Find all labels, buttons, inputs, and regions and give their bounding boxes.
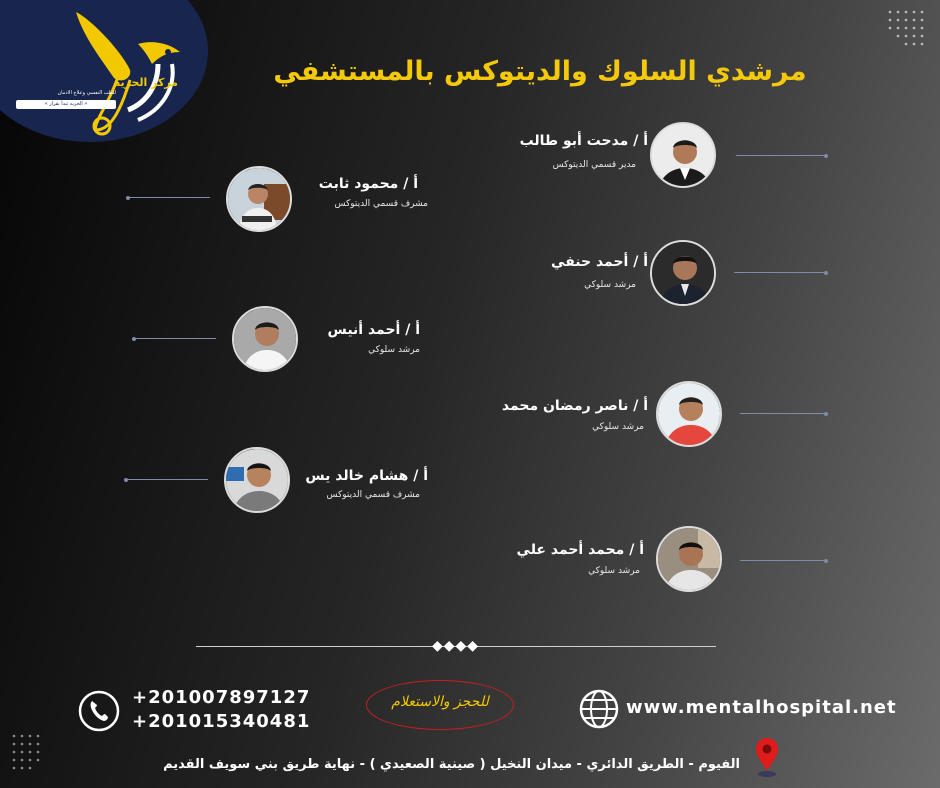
staff-role: مرشد سلوكي <box>588 566 640 576</box>
connector-line <box>126 479 208 480</box>
staff-avatar <box>656 526 722 592</box>
location-pin-icon <box>754 736 780 778</box>
page-title: مرشدي السلوك والديتوكس بالمستشفي <box>273 56 807 87</box>
person-white-shirt-photo-icon <box>234 308 298 372</box>
dot-grid-icon <box>850 6 930 56</box>
staff-role: مدير قسمي الديتوكس <box>552 160 636 170</box>
staff-avatar <box>650 122 716 188</box>
person-suit-photo-icon <box>652 242 716 306</box>
phone-number[interactable]: +201007897127 <box>132 687 311 708</box>
connector-line <box>734 272 826 273</box>
connector-line <box>134 338 216 339</box>
staff-avatar <box>224 447 290 513</box>
bird-logo-icon <box>0 0 208 142</box>
diamond-ornament-icon: ◆◆◆◆ <box>432 638 480 654</box>
staff-role: مرشد سلوكي <box>592 422 644 432</box>
website-link[interactable]: www.mentalhospital.net <box>626 697 897 718</box>
staff-avatar <box>226 166 292 232</box>
staff-avatar <box>650 240 716 306</box>
staff-role: مشرف قسمي الديتوكس <box>334 199 428 209</box>
staff-role: مرشد سلوكي <box>584 280 636 290</box>
staff-avatar <box>232 306 298 372</box>
address-text: الفيوم - الطريق الدائري - ميدان النخيل ( صينية الصعيدي ) - نهاية طريق بني سويف القديم <box>163 757 740 772</box>
connector-line <box>740 413 826 414</box>
phone-icon <box>78 690 120 732</box>
connector-line <box>128 197 210 198</box>
staff-name: أ / أحمد أنيس <box>327 322 420 338</box>
staff-name: أ / أحمد حنفي <box>551 254 648 270</box>
person-red-shirt-photo-icon <box>658 383 722 447</box>
staff-avatar <box>656 381 722 447</box>
person-suit-photo-icon <box>652 124 716 188</box>
person-grey-shirt-photo-icon <box>226 449 290 513</box>
staff-role: مرشد سلوكي <box>368 345 420 355</box>
connector-line <box>736 155 826 156</box>
staff-role: مشرف قسمي الديتوكس <box>326 490 420 500</box>
staff-name: أ / ناصر رمضان محمد <box>501 398 648 414</box>
staff-name: أ / محمد أحمد علي <box>516 542 644 558</box>
booking-label: للحجز والاستعلام <box>391 694 489 710</box>
person-outdoor-photo-icon <box>658 528 722 592</box>
person-desk-photo-icon <box>228 168 292 232</box>
staff-name: أ / هشام خالد يس <box>305 468 428 484</box>
staff-name: أ / محمود ثابت <box>318 176 418 192</box>
phone-number[interactable]: +201015340481 <box>132 711 311 732</box>
logo-tagline: « الحريه تبدأ بقرار » <box>16 100 116 109</box>
globe-icon <box>578 688 620 730</box>
logo <box>0 0 208 142</box>
logo-subtitle: للطب النفسي وعلاج الادمان <box>57 90 116 96</box>
staff-name: أ / مدحت أبو طالب <box>519 133 648 149</box>
dot-grid-icon <box>8 730 58 780</box>
logo-name: مركز الحريه <box>113 76 178 89</box>
connector-line <box>740 560 826 561</box>
